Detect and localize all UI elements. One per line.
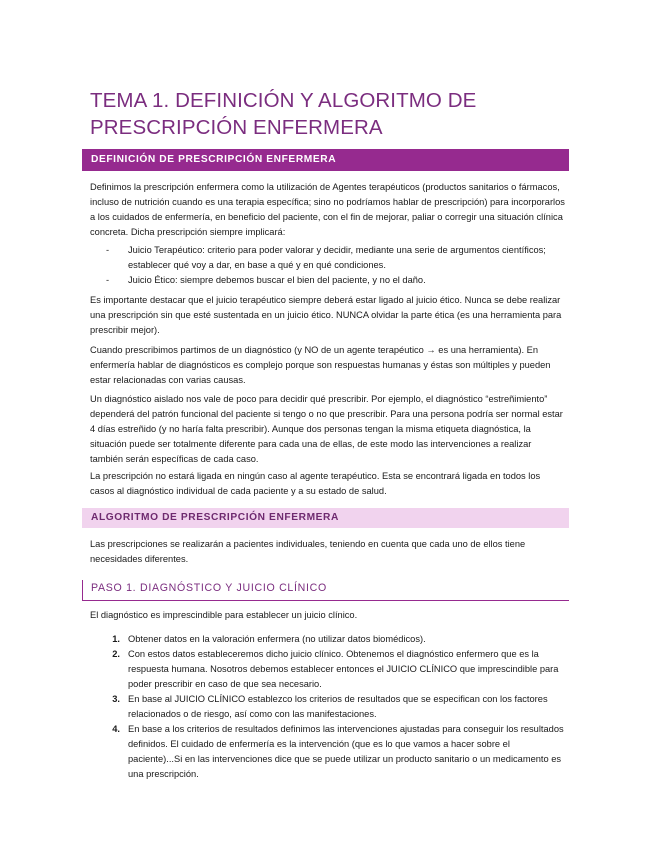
paragraph-ejemplo: Un diagnóstico aislado nos vale de poco para decidir qué prescribir. Por ejemplo, el diagnóstico “estreñimiento” dependerá del patrón funcional del paciente si tengo o no que prescribir. Para una persona podría ser normal estar 4 días estreñido (y no haría falta prescribir). Aunque dos personas tengan la misma etiqueta diagnóstica, la situación puede ser totalmente diferente para cada una de ellas, de este modo las intervenciones a realizar también serán específicas de cada caso. (90, 394, 563, 464)
list-item: - Juicio Terapéutico: criterio para poder valorar y decidir, mediante una serie de argumentos científicos; establecer qué voy a dar, en base a qué y en qué condiciones. (106, 245, 546, 270)
paragraph-prescripcion: La prescripción no estará ligada en ningún caso al agente terapéutico. Esta se encontrará ligada en todos los casos al diagnóstico individual de cada paciente y a su estado de salud. (90, 471, 541, 496)
step-text: Obtener datos en la valoración enfermera (no utilizar datos biomédicos). (128, 634, 426, 644)
step-text: En base a los criterios de resultados definimos las intervenciones ajustadas para conseguir los resultados definidos. El cuidado de enfermería es la intervención (que es lo que vamos a hacer sobre el paciente)...Si en las intervenciones dice que se puede utilizar un producto sanitario o un medicamento es una prescripción. (128, 724, 564, 779)
bullet-text: Juicio Ético: siempre debemos buscar el bien del paciente, y no el daño. (128, 275, 426, 285)
step-text: Con estos datos estableceremos dicho juicio clínico. Obtenemos el diagnóstico enfermero que es la respuesta humana. Nosotros debemos establecer entonces el JUICIO CLÍNICO que imprescindible para poder prescribir en caso de que sea necesario. (128, 649, 559, 689)
subsection-heading-paso1: PASO 1. DIAGNÓSTICO Y JUICIO CLÍNICO (82, 580, 569, 601)
paragraph-definition: Definimos la prescripción enfermera como la utilización de Agentes terapéuticos (productos sanitarios o fármacos, incluso de nutrición cuando es una terapia específica; sino no podríamos hablar de prescripción) para incorporarlos a los cuidados de enfermería, en beneficio del paciente, con el fin de mejorar, paliar o corregir una situación clínica concreta. Dicha prescripción siempre implicará: (90, 182, 565, 237)
paragraph-paso1-intro: El diagnóstico es imprescindible para establecer un juicio clínico. (90, 610, 358, 620)
bullet-text: Juicio Terapéutico: criterio para poder valorar y decidir, mediante una serie de argumentos científicos; establecer qué voy a dar, en base a qué y en qué condiciones. (128, 245, 546, 270)
list-item: 1. Obtener datos en la valoración enfermera (no utilizar datos biomédicos). (112, 634, 426, 644)
page-title: TEMA 1. DEFINICIÓN Y ALGORITMO DE PRESCRIPCIÓN ENFERMERA (90, 89, 477, 139)
list-item: 2. Con estos datos estableceremos dicho juicio clínico. Obtenemos el diagnóstico enfermero que es la respuesta humana. Nosotros debemos establecer entonces el JUICIO CLÍNICO que imprescindible para poder prescribir en caso de que sea necesario. (112, 649, 559, 689)
paragraph-algoritmo-intro: Las prescripciones se realizarán a pacientes individuales, teniendo en cuenta que cada uno de ellos tiene necesidades diferentes. (90, 539, 526, 564)
step-text: En base al JUICIO CLÍNICO establezco los criterios de resultados que se especifican con los factores relacionados o de riesgo, así como con las manifestaciones. (128, 694, 548, 719)
section-heading-definicion: DEFINICIÓN DE PRESCRIPCIÓN ENFERMERA (82, 149, 569, 171)
list-item: - Juicio Ético: siempre debemos buscar el bien del paciente, y no el daño. (106, 275, 426, 285)
numbered-list-steps (112, 632, 565, 782)
list-item: 3. En base al JUICIO CLÍNICO establezco los criterios de resultados que se especifican con los factores relacionados o de riesgo, así como con las manifestaciones. (112, 694, 548, 719)
section-heading-algoritmo: ALGORITMO DE PRESCRIPCIÓN ENFERMERA (82, 508, 569, 528)
list-item: 4. En base a los criterios de resultados definimos las intervenciones ajustadas para conseguir los resultados definidos. El cuidado de enfermería es la intervención (que es lo que vamos a hacer sobre el paciente)...Si en las intervenciones dice que se puede utilizar un producto sanitario o un medicamento es una prescripción. (112, 724, 564, 779)
bullet-list-juicios (106, 243, 565, 288)
paragraph-juicio-etico: Es importante destacar que el juicio terapéutico siempre deberá estar ligado al juicio ético. Nunca se debe realizar una prescripción sin que esté sustentada en un juicio ético. NUNCA olvidar la parte ética (es una herramienta para prescribir mejor). (90, 295, 562, 335)
paragraph-diagnostico: Cuando prescribimos partimos de un diagnóstico (y NO de un agente terapéutico → es una herramienta). En enfermería hablar de diagnósticos es complejo porque son respuestas humanas y éstas son múltiples y pueden estar relacionadas con varias causas. (90, 345, 551, 385)
